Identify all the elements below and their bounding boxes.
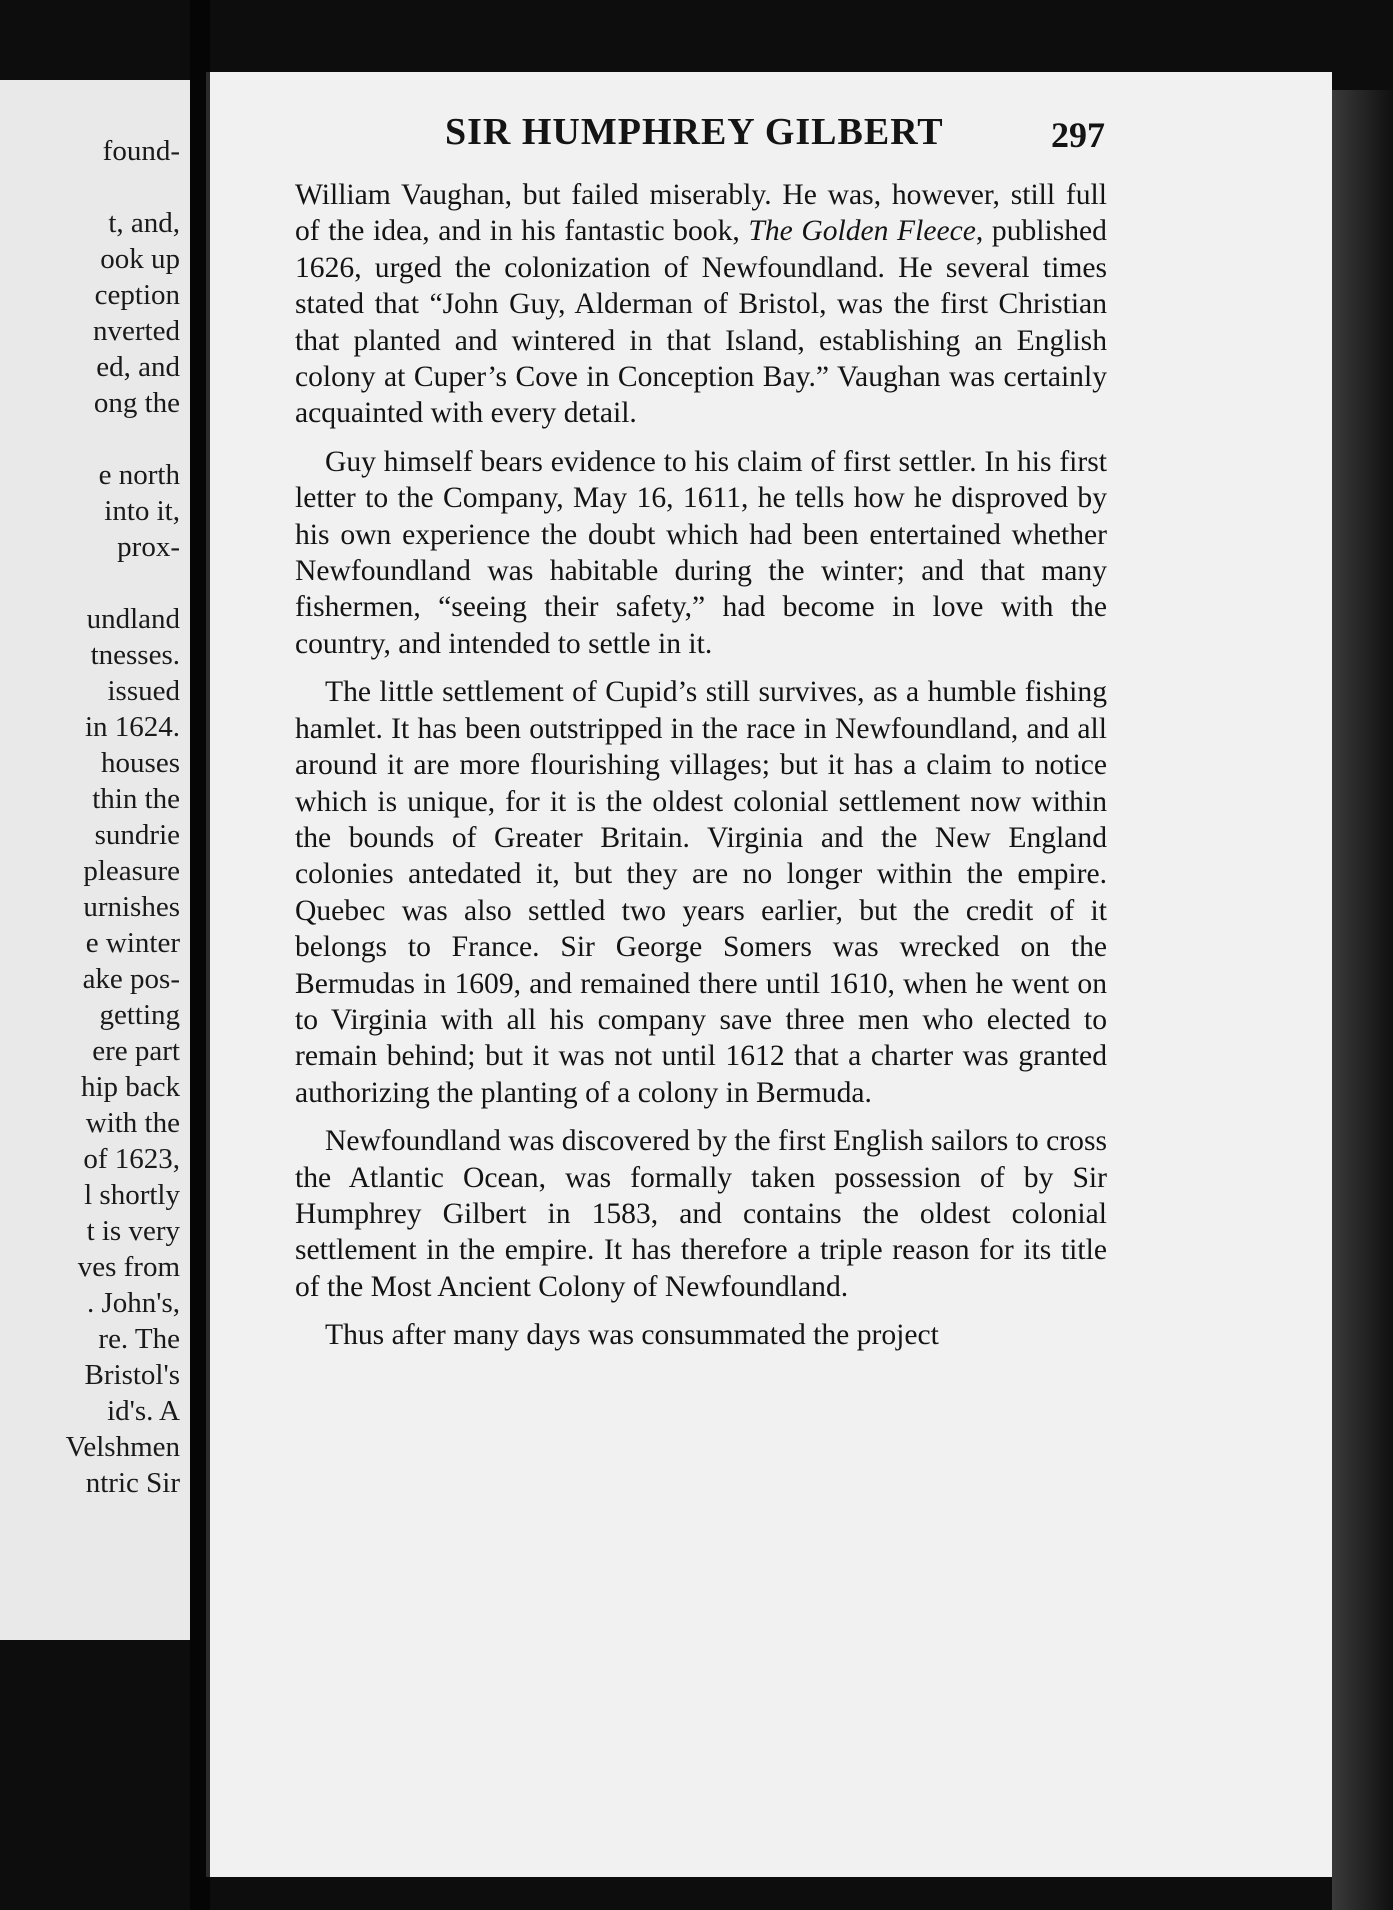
left-page-line: tnesses. — [90, 639, 180, 671]
left-page-line: issued — [107, 675, 180, 707]
left-page-line: l shortly — [84, 1179, 180, 1211]
running-head: SIR HUMPHREY GILBERT — [445, 111, 944, 153]
left-page-line: . John's, — [86, 1287, 180, 1319]
left-page-line: ntric Sir — [85, 1467, 180, 1499]
paragraph-1 — [295, 177, 1107, 432]
left-page-line: prox- — [117, 531, 180, 563]
paragraph-4: Newfoundland was discovered by the first English sailors to cross the Atlantic Ocean, was formally taken possession of by Sir Humphrey Gilbert in 1583, and contains the oldest colonial settlement in the empire. It has therefore a triple reason for its title of the Most Ancient Colony of Newfoundland. — [295, 1125, 1107, 1303]
left-page-line: of 1623, — [83, 1143, 180, 1175]
left-page-line: sundrie — [94, 819, 180, 851]
paragraph-5: Thus after many days was consummated the project — [325, 1319, 939, 1352]
left-page-line: nverted — [93, 315, 180, 347]
left-page-line: e north — [98, 459, 180, 491]
paragraph-2: Guy himself bears evidence to his claim of first settler. In his first letter to the Company, May 16, 1611, he tells how he disproved by his own experience the doubt which had been entertained whether Newfoundland was habitable during the winter; and that many fishermen, “seeing their safety,” had become in love with the country, and intended to settle in it. — [295, 445, 1107, 660]
left-page-line: undland — [86, 603, 180, 635]
left-page-line: getting — [99, 999, 180, 1031]
left-page-line: hip back — [80, 1071, 180, 1103]
left-page-line: houses — [101, 747, 180, 779]
left-page-line: ves from — [77, 1251, 180, 1283]
left-page-line: Velshmen — [65, 1431, 180, 1463]
page-number: 297 — [1051, 115, 1105, 155]
left-page-line: ong the — [93, 387, 180, 419]
left-facing-page — [0, 80, 190, 1640]
left-page-line: t, and, — [108, 207, 180, 239]
left-page-line: ake pos- — [82, 963, 180, 995]
left-page-line: urnishes — [83, 891, 180, 923]
left-page-line: re. The — [98, 1323, 180, 1355]
left-page-line: in 1624. — [84, 711, 180, 743]
page-header — [245, 110, 1125, 160]
left-page-line: found- — [102, 135, 180, 167]
left-page-line: Bristol's — [84, 1359, 180, 1391]
paragraph-1-text-a: William Vaughan, but failed miserably. He was, however, still full of the idea, and in his fantastic book, — [295, 179, 1107, 248]
left-page-line: pleasure — [83, 855, 180, 887]
left-page-line: ere part — [92, 1035, 180, 1067]
body-text — [295, 177, 1107, 1366]
left-page-line: with the — [85, 1107, 180, 1139]
left-page-line: t is very — [86, 1215, 180, 1247]
left-page-line: id's. A — [107, 1395, 180, 1427]
page-edge-shadow — [1332, 90, 1393, 1910]
left-page-line: ook up — [100, 243, 180, 275]
paragraph-3: The little settlement of Cupid’s still survives, as a humble fishing hamlet. It has been outstripped in the race in Newfoundland, and all around it are more flourishing villages; but it has a claim to notice which is unique, for it is the oldest colonial settlement now within the bounds of Greater Britain. Virginia and the New England colonies antedated it, but they are no longer within the empire. Quebec was also settled two years earlier, but the credit of it belongs to France. Sir George Somers was wrecked on the Bermudas in 1609, and remained there until 1610, when he went on to Virginia with all his company save three men who elected to remain behind; but it was not until 1612 that a charter was granted authorizing the planting of a colony in Bermuda. — [295, 676, 1107, 1109]
book-title: The Golden Fleece — [748, 215, 976, 248]
left-page-line: ed, and — [96, 351, 180, 383]
left-page-line: ception — [94, 279, 180, 311]
left-page-line: e winter — [85, 927, 180, 959]
paragraph-1-text-b: , published 1626, urged the colonization of Newfoundland. He several times stated that “John Guy, Alderman of Bristol, was the first Christian that planted and wintered in that Island, establishing an English colony at Cuper’s Cove in Conception Bay.” Vaughan was certainly acquainted with every detail. — [295, 215, 1107, 430]
left-page-line: into it, — [104, 495, 180, 527]
left-page-line: thin the — [92, 783, 180, 815]
